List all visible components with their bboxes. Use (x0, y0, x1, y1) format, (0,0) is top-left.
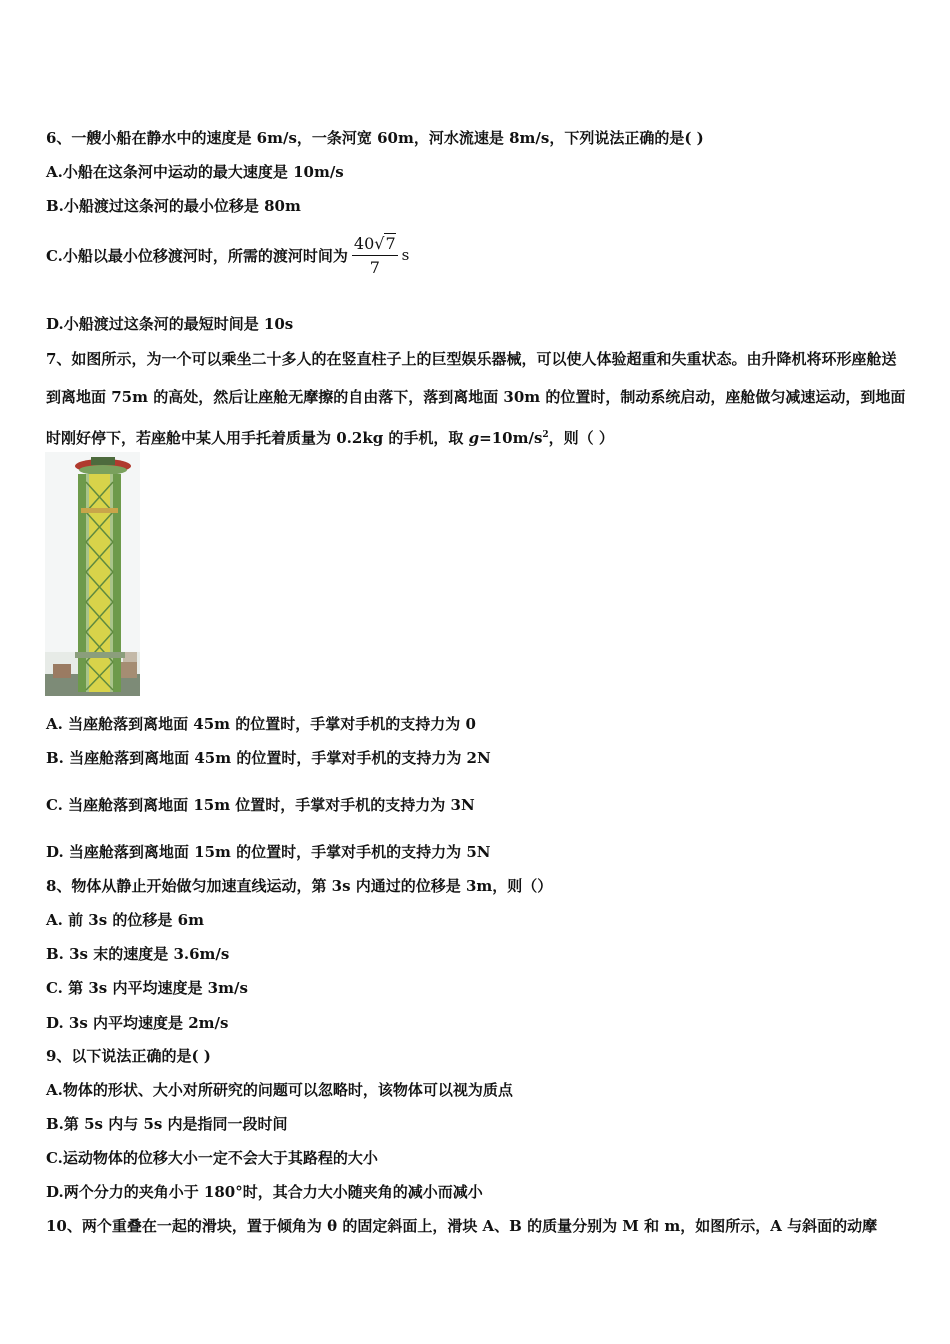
q7-stem-sup: 2 (542, 430, 549, 440)
q7-option-a: A. 当座舱落到离地面 45m 的位置时，手掌对手机的支持力为 0 (46, 715, 476, 733)
q8-option-b: B. 3s 末的速度是 3.6m/s (46, 945, 230, 963)
q7-stem-eq: =10m/s (479, 429, 543, 447)
q8-option-a: A. 前 3s 的位移是 6m (46, 911, 204, 929)
fraction-denominator: 7 (369, 257, 380, 277)
q9-option-c: C.运动物体的位移大小一定不会大于其路程的大小 (46, 1149, 378, 1167)
q7-stem (46, 340, 906, 457)
tower-image (45, 452, 140, 696)
q9-option-d: D.两个分力的夹角小于 180°时，其合力大小随夹角的减小而减小 (46, 1183, 483, 1201)
q7-stem-text: 7、如图所示，为一个可以乘坐二十多人的在竖直柱子上的巨型娱乐器械，可以使人体验超重和失重状态。由升降机将环形座舱送到离地面 75m 的高处，然后让座舱无摩擦的自由落下，落到离地面 30m 的位置时，制动系统启动，座舱做匀减速运动，到地面时刚好停下，若座舱中某人用手托着质量为 0.2kg 的手机，取 (46, 350, 906, 447)
q6-stem: 6、一艘小船在静水中的速度是 6m/s，一条河宽 60m，河水流速是 8m/s，下列说法正确的是( ) (46, 129, 704, 147)
q8-option-d: D. 3s 内平均速度是 2m/s (46, 1014, 229, 1032)
q9-stem: 9、以下说法正确的是( ) (46, 1047, 211, 1065)
q6-option-d: D.小船渡过这条河的最短时间是 10s (46, 315, 294, 333)
q7-option-b: B. 当座舱落到离地面 45m 的位置时，手掌对手机的支持力为 2N (46, 749, 491, 767)
q6-option-a: A.小船在这条河中运动的最大速度是 10m/s (46, 163, 344, 181)
q6-option-c-text: C.小船以最小位移渡河时，所需的渡河时间为 (46, 246, 348, 265)
q6-option-b: B.小船渡过这条河的最小位移是 80m (46, 197, 301, 215)
q6-option-c (46, 230, 409, 280)
fraction-coef: 40 (353, 233, 375, 253)
q9-option-b: B.第 5s 内与 5s 内是指同一段时间 (46, 1115, 288, 1133)
q7-stem-end: ，则（ ） (548, 429, 614, 447)
q7-option-d: D. 当座舱落到离地面 15m 的位置时，手掌对手机的支持力为 5N (46, 843, 491, 861)
fraction-radicand: 7 (385, 233, 396, 253)
fraction: $\frac{40√7}{7}$ (353, 233, 396, 277)
q7-option-c: C. 当座舱落到离地面 15m 位置时，手掌对手机的支持力为 3N (46, 796, 475, 814)
q9-option-a: A.物体的形状、大小对所研究的问题可以忽略时，该物体可以视为质点 (46, 1081, 513, 1099)
q6-option-c-unit: s (401, 246, 410, 264)
q8-option-c: C. 第 3s 内平均速度是 3m/s (46, 979, 248, 997)
q8-stem: 8、物体从静止开始做匀加速直线运动，第 3s 内通过的位移是 3m，则（） (46, 877, 553, 895)
q7-stem-g: g (468, 429, 480, 447)
q10-stem: 10、两个重叠在一起的滑块，置于倾角为 θ 的固定斜面上，滑块 A、B 的质量分别为 M 和 m，如图所示，A 与斜面的动摩 (46, 1217, 878, 1235)
